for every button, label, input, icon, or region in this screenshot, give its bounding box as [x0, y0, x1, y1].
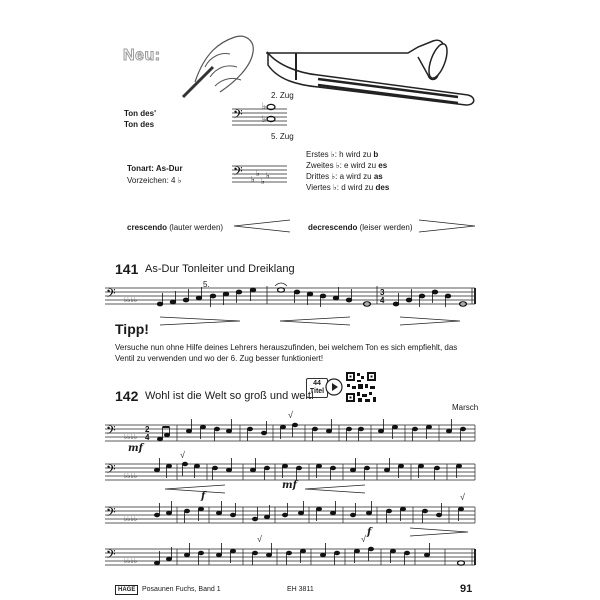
exercise-141-position-mark: 5.	[203, 280, 210, 289]
svg-text:♭: ♭	[261, 177, 265, 186]
slide-position-lower: 5. Zug	[271, 132, 294, 141]
row1-notes	[186, 419, 465, 441]
svg-text:♭♭♭♭: ♭♭♭♭	[124, 434, 138, 441]
publisher-logo: HAGE	[115, 585, 138, 595]
exercise-142-title: Wohl ist die Welt so groß und weit!	[145, 390, 314, 402]
decrescendo-label: decrescendo (leiser werden)	[308, 223, 413, 232]
svg-text:√: √	[180, 450, 185, 460]
svg-text:𝄢: 𝄢	[106, 462, 116, 480]
svg-text:4: 4	[145, 433, 150, 442]
exercise-142-staff-1	[105, 410, 480, 453]
track-number: 44	[313, 380, 321, 387]
slide-position-upper: 2. Zug	[271, 91, 294, 100]
svg-text:𝄢: 𝄢	[106, 286, 116, 304]
dynamic-f-1: f	[201, 491, 206, 502]
exercise-141-hairpins	[160, 315, 480, 327]
svg-text:♭♭♭♭: ♭♭♭♭	[124, 297, 138, 304]
exercise-141-number: 141	[115, 261, 139, 277]
svg-text:♭: ♭	[266, 171, 270, 180]
flat-rule-4: Viertes ♭: d wird zu des	[306, 183, 390, 192]
key-signature-staff	[232, 162, 287, 188]
new-label: Neu:	[123, 47, 161, 64]
svg-text:♭♭♭♭: ♭♭♭♭	[124, 558, 138, 565]
exercise-142-staff-4	[105, 534, 480, 577]
style-marking: Marsch	[452, 403, 479, 412]
exercise-142-hairpin-3	[410, 527, 470, 537]
tip-heading: Tipp!	[115, 321, 149, 337]
svg-text:♭: ♭	[262, 101, 267, 111]
page-number: 91	[460, 583, 473, 595]
svg-text:2: 2	[145, 425, 150, 434]
exercise-142-number: 142	[115, 388, 139, 404]
svg-text:𝄢: 𝄢	[233, 107, 243, 125]
tip-text: Versuche nun ohne Hilfe deines Lehrers herauszufinden, bei welchem Ton es sich empfiehlt, das Ventil zu verwenden und wo der 6. Zug besser funktioniert!	[115, 343, 458, 363]
play-icon[interactable]	[325, 378, 343, 396]
svg-text:𝄢: 𝄢	[106, 505, 116, 523]
decrescendo-hairpin	[417, 219, 477, 233]
flat-rule-1: Erstes ♭: h wird zu b	[306, 150, 379, 159]
dynamic-mf-2: mf	[282, 480, 297, 491]
track-label: Titel	[309, 388, 325, 395]
svg-text:√: √	[361, 534, 366, 544]
flat-rule-2: Zweites ♭: e wird zu es	[306, 161, 388, 170]
crescendo-hairpin	[232, 219, 292, 233]
svg-text:4: 4	[380, 296, 385, 305]
new-notes-staff	[232, 101, 287, 135]
svg-text:♭♭♭♭: ♭♭♭♭	[124, 473, 138, 480]
key-signature-count: Vorzeichen: 4 ♭	[127, 176, 182, 185]
book-title: Posaunen Fuchs, Band 1	[142, 586, 221, 593]
svg-text:𝄢: 𝄢	[106, 423, 116, 441]
crescendo-label: crescendo (lauter werden)	[127, 223, 224, 232]
svg-text:𝄢: 𝄢	[233, 164, 243, 182]
svg-text:♭♭♭♭: ♭♭♭♭	[124, 516, 138, 523]
svg-text:√: √	[460, 492, 465, 502]
note-name-des-high: Ton des'	[124, 109, 156, 118]
hand-illustration	[175, 22, 265, 102]
svg-text:♭: ♭	[251, 175, 255, 184]
exercise-141-title: As-Dur Tonleiter und Dreiklang	[145, 263, 295, 275]
svg-text:√: √	[257, 534, 262, 544]
key-signature-title: Tonart: As-Dur	[127, 164, 183, 173]
svg-text:♭: ♭	[262, 114, 267, 124]
flat-rule-3: Drittes ♭: a wird zu as	[306, 172, 383, 181]
svg-text:√: √	[288, 410, 293, 420]
dynamic-f-2: f	[367, 527, 372, 538]
exercise-141-staff	[105, 283, 480, 313]
svg-text:𝄢: 𝄢	[106, 547, 116, 565]
catalog-code: EH 3811	[287, 586, 314, 593]
note-name-des-low: Ton des	[124, 120, 155, 129]
svg-text:3: 3	[380, 288, 385, 297]
dynamic-mf-1: mf	[128, 443, 143, 454]
qr-code[interactable]	[345, 371, 377, 403]
svg-text:♭: ♭	[256, 169, 260, 178]
